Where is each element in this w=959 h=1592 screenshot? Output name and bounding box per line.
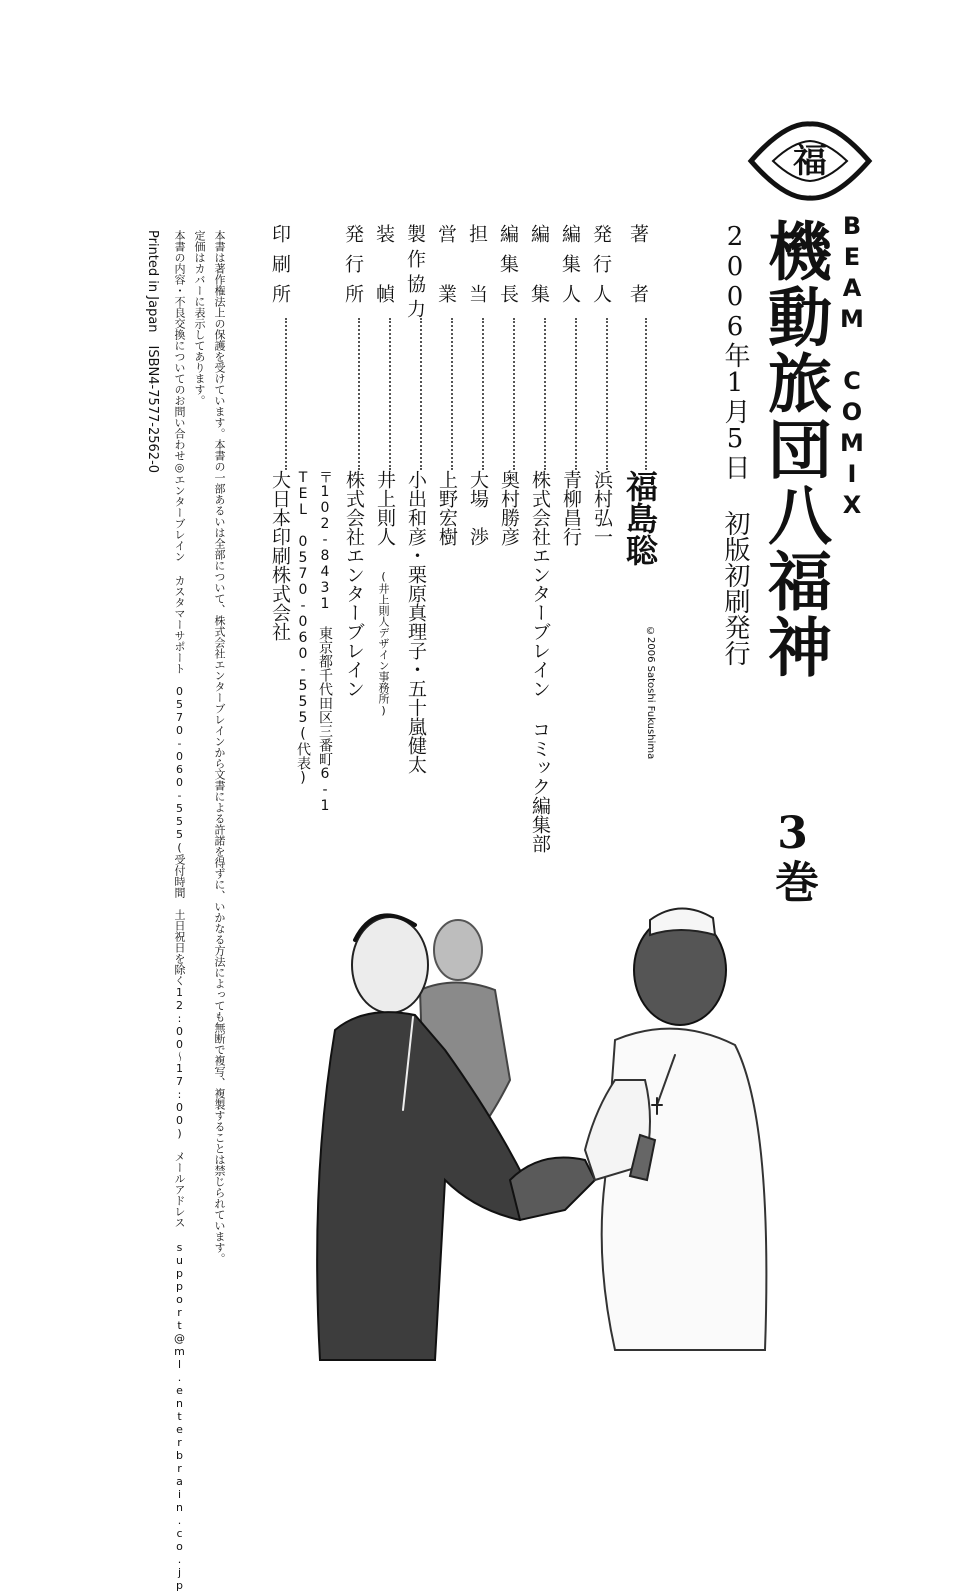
leader-publishing-office	[358, 318, 360, 470]
leader-binding-design	[389, 318, 391, 470]
customer-support-notice: 本書の内容・不良交換についてのお問い合わせ◎エンターブレイン カスタマーサポート 0570-060-555(受付時間 土日祝日を除く12:00〜17:00) メールアドレス support@ml.enterbrain.co.jp	[173, 230, 186, 1592]
credit-role-editing: 編 集	[528, 224, 550, 314]
leader-production	[420, 318, 422, 470]
credit-role-editor-person: 編集人	[559, 224, 581, 314]
credit-value-author: 福島聡	[621, 470, 659, 566]
credit-role-sales: 営 業	[435, 224, 457, 314]
price-notice: 定価はカバーに表示してあります。	[193, 230, 206, 406]
credit-role-binding-design: 装 幀	[373, 224, 395, 314]
publication-date: 2006年1月5日 初版初刷発行	[720, 222, 750, 666]
publisher-phone: TEL 0570-060-555(代表)	[295, 470, 311, 786]
credit-value-sales: 上野宏樹	[436, 470, 458, 546]
credit-value-in-charge: 大場 渉	[467, 470, 489, 546]
series-label: BEAM COMIX	[838, 212, 866, 522]
leader-author	[645, 318, 647, 470]
credit-role-production: 製作協力	[404, 224, 426, 324]
leader-in-charge	[482, 318, 484, 470]
credit-value-editor-person: 青柳昌行	[560, 470, 582, 546]
leader-editor-person	[575, 318, 577, 470]
volume-number: 3巻	[767, 808, 818, 903]
handshake-illustration	[295, 880, 785, 1380]
credit-value-binding-design: 井上則人	[374, 470, 396, 546]
leader-editor-in-chief	[513, 318, 515, 470]
credit-role-publishing-office: 発行所	[342, 224, 364, 314]
credit-role-editor-in-chief: 編集長	[497, 224, 519, 314]
credit-role-printer: 印刷所	[269, 224, 291, 314]
book-title: 機動旅団八福神	[757, 218, 831, 680]
credit-role-in-charge: 担 当	[466, 224, 488, 314]
credit-value-printer: 大日本印刷株式会社	[269, 470, 291, 641]
credit-value-editing: 株式会社エンターブレイン コミック編集部	[529, 470, 551, 853]
credit-role-author: 著 者	[627, 224, 649, 314]
isbn-line: Printed in Japan ISBN4-7577-2562-0	[145, 230, 160, 474]
credit-role-publisher-person: 発行人	[590, 224, 612, 314]
copyright-notice: ©2006 Satoshi Fukushima	[645, 626, 656, 760]
leader-publisher-person	[606, 318, 608, 470]
publisher-address: 〒102-8431 東京都千代田区三番町6-1	[317, 470, 333, 814]
logo-mark: 福	[793, 141, 827, 181]
leader-editing	[544, 318, 546, 470]
copyright-law-notice: 本書は著作権法上の保護を受けています。本書の一部あるいは全部について、株式会社エンターブレインから文書による許諾を得ずに、いかなる方法によっても無断で複写、複製することは禁じられています。	[213, 230, 226, 1264]
credit-value-publishing-office: 株式会社エンターブレイン	[343, 470, 365, 698]
credit-design-note: (井上則人デザイン事務所)	[377, 570, 390, 717]
credit-value-editor-in-chief: 奥村勝彦	[498, 470, 520, 546]
leader-sales	[451, 318, 453, 470]
credit-value-publisher-person: 浜村弘一	[591, 470, 613, 546]
leader-printer	[285, 318, 287, 470]
credit-value-production: 小出和彦・栗原真理子・五十嵐健太	[405, 470, 427, 774]
